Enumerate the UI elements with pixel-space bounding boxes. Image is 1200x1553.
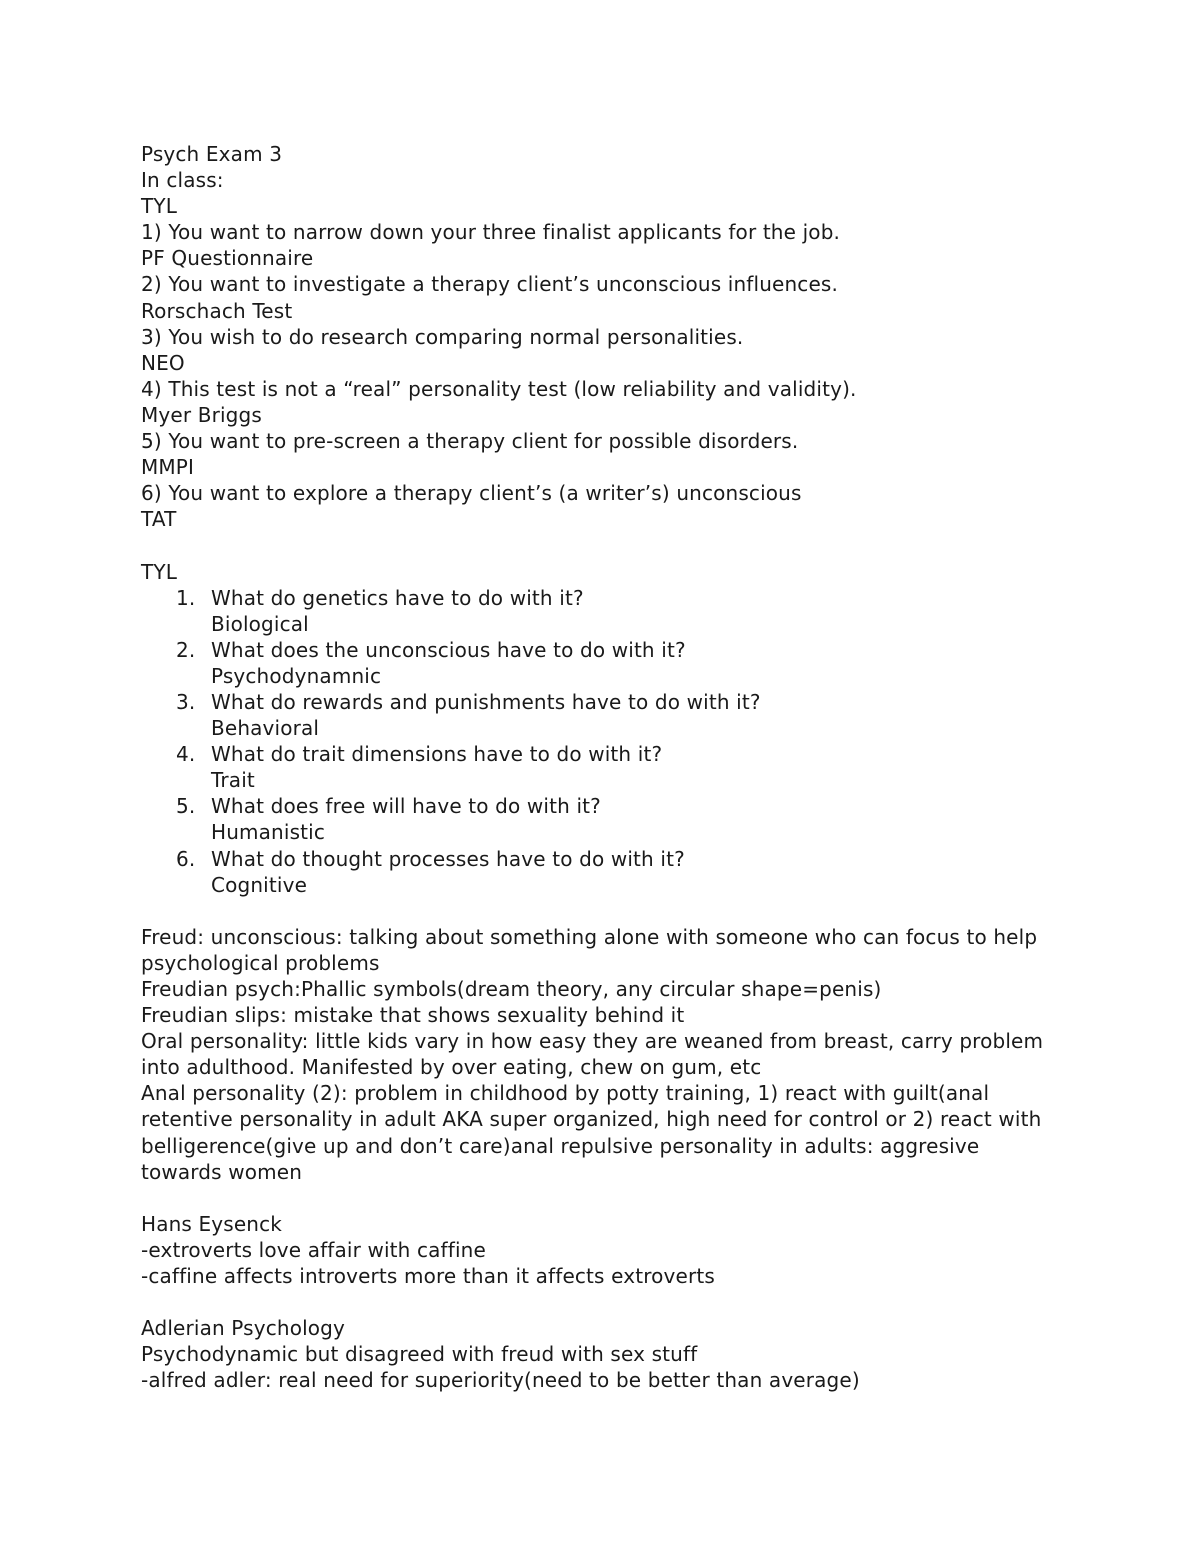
blank-line — [141, 532, 1081, 558]
list-item — [141, 741, 1081, 793]
note-line: Psychodynamic but disagreed with freud with sex stuff — [141, 1342, 698, 1367]
tyl-answer: Rorschach Test — [141, 298, 293, 323]
list-answer: Humanistic — [211, 820, 325, 845]
tyl-label-2: TYL — [141, 559, 178, 584]
list-question: What do trait dimensions have to do with it? — [211, 742, 663, 767]
freud-paragraph: Freud: unconscious: talking about something alone with someone who can focus to help psychological problems — [141, 924, 1038, 975]
tyl-answer: PF Questionnaire — [141, 246, 314, 271]
document-page — [141, 141, 1081, 1394]
tyl-question: 2) You want to investigate a therapy client’s unconscious influences. — [141, 272, 838, 297]
list-item — [141, 637, 1081, 689]
tyl-question: 1) You want to narrow down your three finalist applicants for the job. — [141, 220, 841, 245]
list-number: 1. — [176, 585, 196, 610]
section-heading: Hans Eysenck — [141, 1211, 282, 1236]
blank-line — [141, 898, 1081, 924]
perspectives-list — [141, 585, 1081, 898]
document-title: Psych Exam 3 — [141, 142, 283, 166]
list-number: 5. — [176, 794, 196, 819]
freud-paragraph: Anal personality (2): problem in childhood by potty training, 1) react with guilt(anal retentive personality in adult AKA super organized, high need for control or 2) react with belligerence(give up and don’t care)anal repulsive personality in adults: aggresive towards women — [141, 1081, 1042, 1184]
list-answer: Behavioral — [211, 716, 320, 741]
list-number: 6. — [176, 846, 196, 871]
list-answer: Cognitive — [211, 872, 308, 897]
section-label: In class: — [141, 168, 224, 193]
list-question: What does free will have to do with it? — [211, 794, 601, 819]
tyl-question: 4) This test is not a “real” personality test (low reliability and validity). — [141, 376, 857, 401]
list-item — [141, 585, 1081, 637]
adler-notes — [141, 1315, 1081, 1393]
tyl-answer: NEO — [141, 350, 185, 375]
tyl-label: TYL — [141, 194, 178, 219]
note-line: -caffine affects introverts more than it affects extroverts — [141, 1264, 715, 1289]
blank-line — [141, 1289, 1081, 1315]
blank-line — [141, 1185, 1081, 1211]
tyl-question: 5) You want to pre-screen a therapy client for possible disorders. — [141, 429, 799, 454]
list-question: What does the unconscious have to do with it? — [211, 637, 686, 662]
tyl-answer: Myer Briggs — [141, 402, 262, 427]
list-item — [141, 689, 1081, 741]
list-answer: Psychodynamnic — [211, 663, 382, 688]
freud-paragraph: Oral personality: little kids vary in how easy they are weaned from breast, carry problem into adulthood. Manifested by over eating, chew on gum, etc — [141, 1029, 1044, 1080]
freud-paragraph: Freudian psych:Phallic symbols(dream theory, any circular shape=penis) — [141, 977, 882, 1001]
list-question: What do rewards and punishments have to do with it? — [211, 689, 761, 714]
tyl-answer: TAT — [141, 507, 177, 532]
tyl-question: 6) You want to explore a therapy client’s (a writer’s) unconscious — [141, 481, 802, 506]
note-line: -alfred adler: real need for superiority(need to be better than average) — [141, 1368, 860, 1393]
list-item — [141, 846, 1081, 898]
list-answer: Trait — [211, 768, 255, 793]
note-line: -extroverts love affair with caffine — [141, 1237, 486, 1262]
list-item — [141, 793, 1081, 845]
tyl-question: 3) You wish to do research comparing normal personalities. — [141, 324, 744, 349]
freud-notes — [141, 924, 1081, 1185]
tyl-test-matching — [141, 219, 1081, 532]
section-heading: Adlerian Psychology — [141, 1316, 346, 1341]
list-number: 2. — [176, 637, 196, 662]
list-answer: Biological — [211, 611, 309, 636]
eysenck-notes — [141, 1211, 1081, 1289]
list-question: What do genetics have to do with it? — [211, 585, 584, 610]
tyl-answer: MMPI — [141, 455, 195, 480]
freud-paragraph: Freudian slips: mistake that shows sexuality behind it — [141, 1003, 685, 1028]
list-question: What do thought processes have to do with it? — [211, 846, 685, 871]
list-number: 3. — [176, 689, 196, 714]
list-number: 4. — [176, 742, 196, 767]
